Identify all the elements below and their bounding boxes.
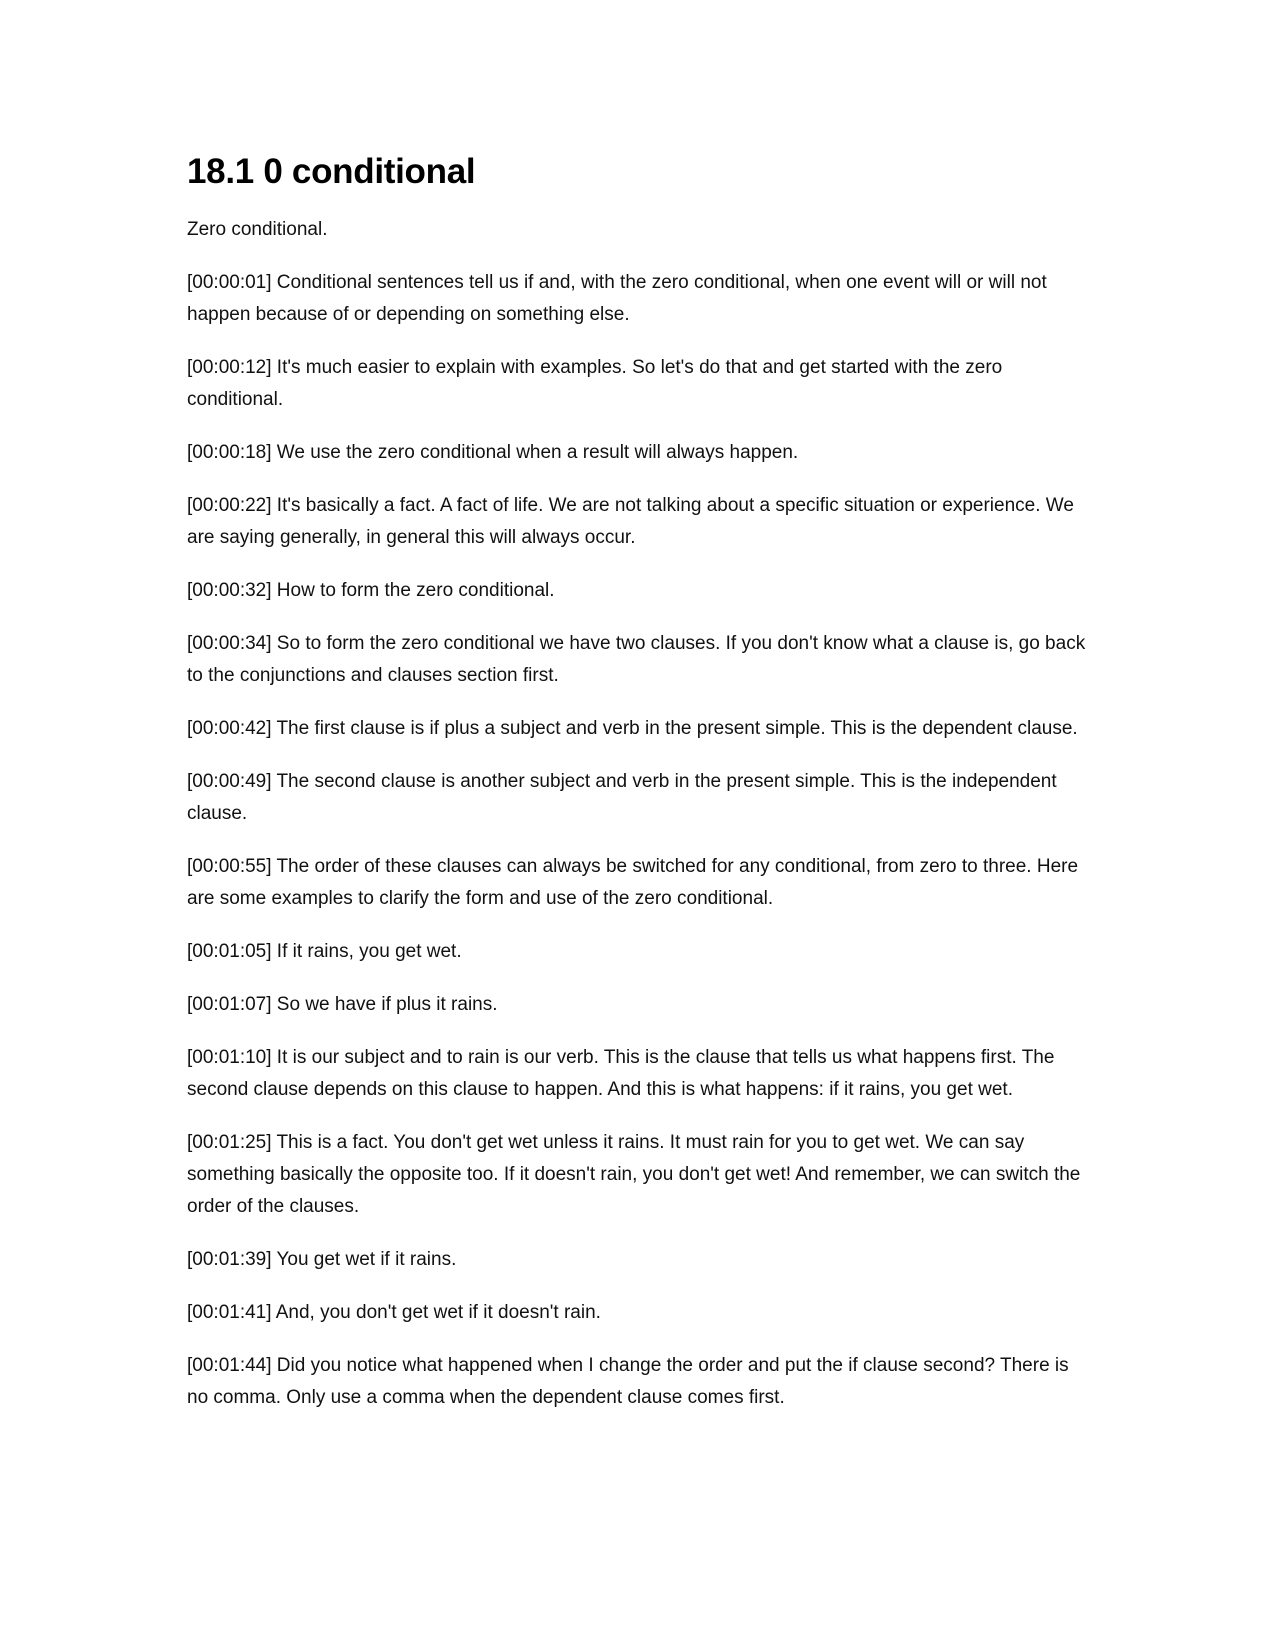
paragraph-00-00-18: [00:00:18] We use the zero conditional when a result will always happen. <box>187 442 799 463</box>
paragraph-00-00-49: [00:00:49] The second clause is another subject and verb in the present simple. This is the independent clause. <box>187 771 1057 824</box>
paragraph-00-01-05: [00:01:05] If it rains, you get wet. <box>187 941 462 962</box>
paragraph-00-00-34: [00:00:34] So to form the zero conditional we have two clauses. If you don't know what a clause is, go back to the conjunctions and clauses section first. <box>187 633 1086 686</box>
paragraph-00-01-10: [00:01:10] It is our subject and to rain is our verb. This is the clause that tells us what happens first. The second clause depends on this clause to happen. And this is what happens: if it rains, you get wet. <box>187 1047 1055 1100</box>
paragraph-00-00-12: [00:00:12] It's much easier to explain with examples. So let's do that and get started with the zero conditional. <box>187 357 1003 410</box>
document-content <box>187 150 1087 1435</box>
transcript-body <box>187 214 1087 1414</box>
paragraph-00-01-44: [00:01:44] Did you notice what happened when I change the order and put the if clause second? There is no comma. Only use a comma when the dependent clause comes first. <box>187 1355 1069 1408</box>
paragraph-intro: Zero conditional. <box>187 219 328 240</box>
paragraph-00-01-07: [00:01:07] So we have if plus it rains. <box>187 994 498 1015</box>
paragraph-00-00-01: [00:00:01] Conditional sentences tell us if and, with the zero conditional, when one event will or will not happen because of or depending on something else. <box>187 272 1047 325</box>
paragraph-00-00-55: [00:00:55] The order of these clauses can always be switched for any conditional, from zero to three. Here are some examples to clarify the form and use of the zero conditional. <box>187 856 1079 909</box>
paragraph-00-00-22: [00:00:22] It's basically a fact. A fact of life. We are not talking about a specific situation or experience. We are saying generally, in general this will always occur. <box>187 495 1074 548</box>
page-title: 18.1 0 conditional <box>187 152 476 191</box>
paragraph-00-01-39: [00:01:39] You get wet if it rains. <box>187 1249 457 1270</box>
paragraph-00-00-32: [00:00:32] How to form the zero conditional. <box>187 580 555 601</box>
paragraph-00-00-42: [00:00:42] The first clause is if plus a subject and verb in the present simple. This is the dependent clause. <box>187 718 1078 739</box>
paragraph-00-01-41: [00:01:41] And, you don't get wet if it doesn't rain. <box>187 1302 601 1323</box>
paragraph-00-01-25: [00:01:25] This is a fact. You don't get wet unless it rains. It must rain for you to get wet. We can say something basically the opposite too. If it doesn't rain, you don't get wet! And remember, we can switch the order of the clauses. <box>187 1132 1081 1217</box>
